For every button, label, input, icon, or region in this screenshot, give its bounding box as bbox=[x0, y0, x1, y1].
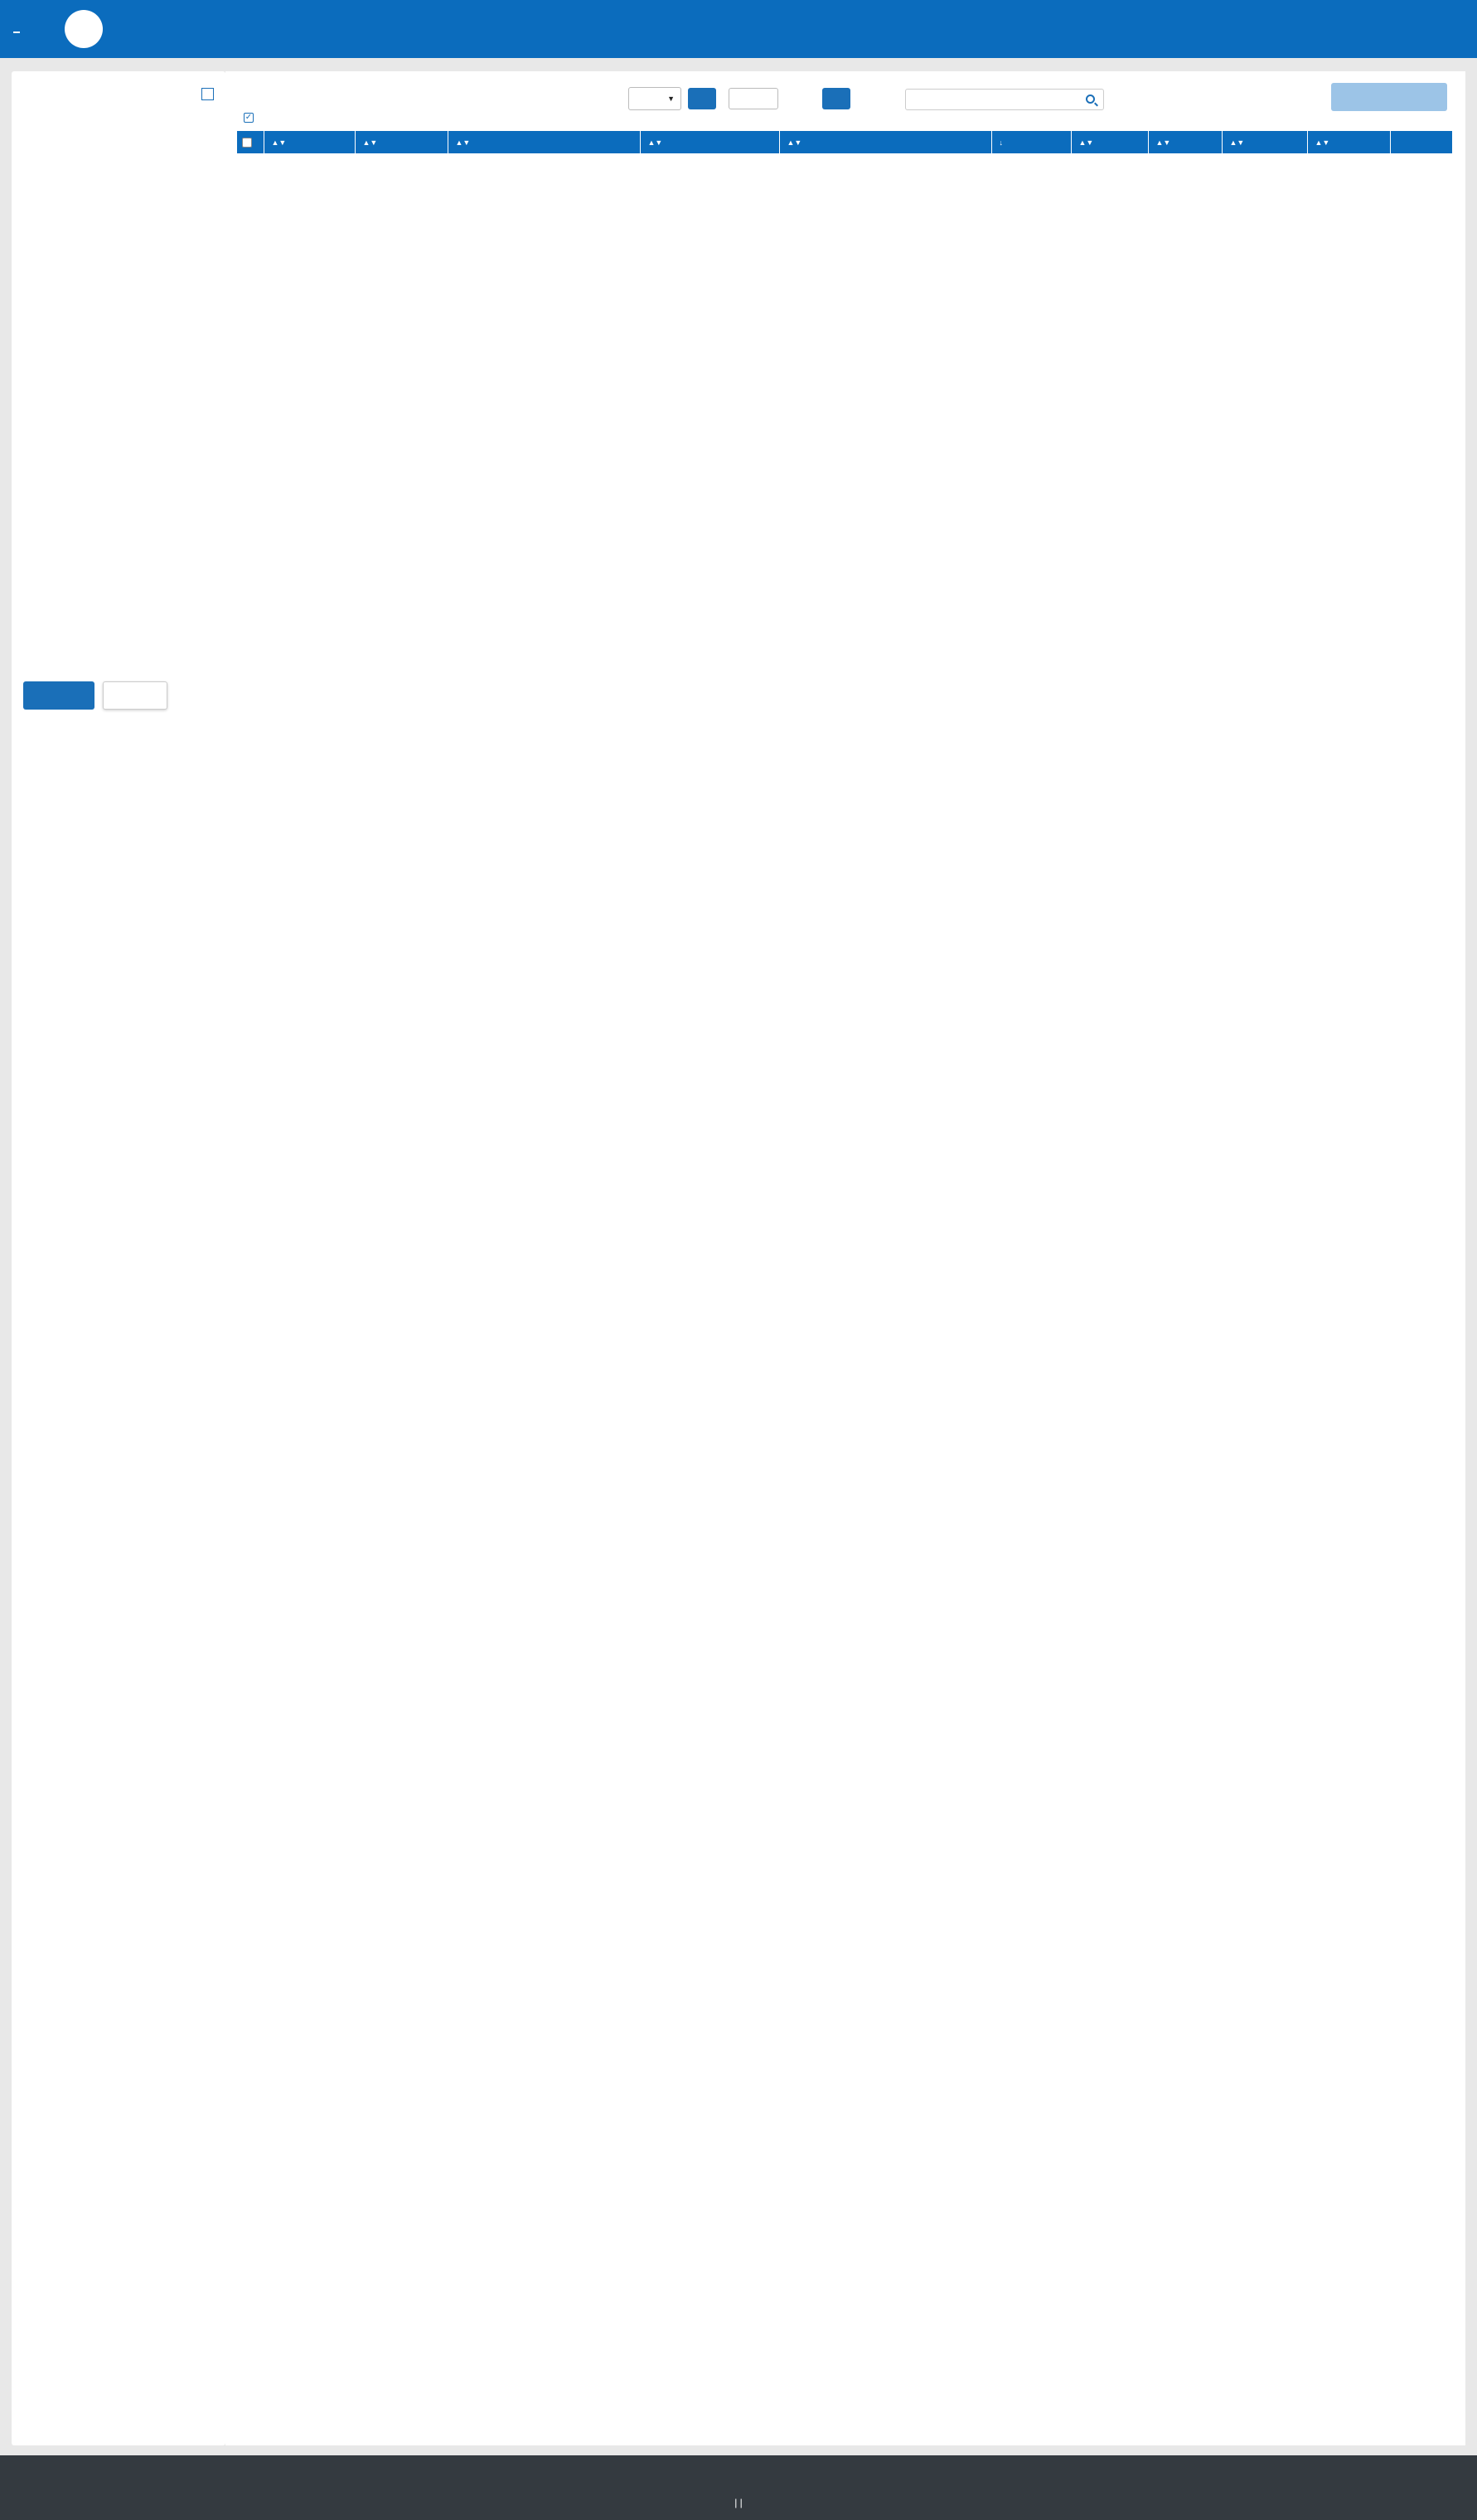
next-page-button[interactable] bbox=[822, 88, 850, 109]
sort-icon[interactable]: ▲▼ bbox=[1155, 138, 1171, 147]
page-number-input[interactable] bbox=[729, 88, 778, 109]
col-street-dir[interactable] bbox=[1148, 131, 1222, 153]
sort-icon[interactable]: ▲▼ bbox=[1078, 138, 1094, 147]
reset-button[interactable] bbox=[103, 681, 167, 710]
search-button[interactable] bbox=[23, 681, 94, 710]
county-logo[interactable] bbox=[13, 10, 103, 48]
col-document-type[interactable] bbox=[640, 131, 779, 153]
footer-links: | | bbox=[734, 2497, 743, 2508]
collapse-icon[interactable] bbox=[201, 88, 214, 100]
logo-disc bbox=[65, 10, 103, 48]
footer bbox=[0, 2455, 1477, 2520]
sort-icon[interactable]: ▲▼ bbox=[787, 138, 802, 147]
zip-download-button[interactable] bbox=[1331, 83, 1447, 111]
sort-icon[interactable]: ▲▼ bbox=[455, 138, 471, 147]
check-icon[interactable]: ✓ bbox=[245, 113, 253, 123]
chevron-down-icon: ▼ bbox=[667, 94, 675, 103]
sort-icon[interactable]: ▲▼ bbox=[362, 138, 378, 147]
sort-icon[interactable]: ▲▼ bbox=[1229, 138, 1245, 147]
search-icon[interactable] bbox=[1086, 94, 1095, 104]
select-all-checkbox[interactable] bbox=[242, 138, 252, 148]
choose-columns[interactable] bbox=[244, 113, 254, 123]
items-per-page-select[interactable] bbox=[628, 87, 681, 110]
col-folio[interactable] bbox=[264, 131, 355, 153]
results-panel bbox=[225, 71, 1465, 2445]
col-street-name[interactable] bbox=[1222, 131, 1307, 153]
logo-text-bottom bbox=[13, 32, 20, 33]
col-house-no[interactable] bbox=[1071, 131, 1148, 153]
col-description[interactable] bbox=[779, 131, 991, 153]
col-facility-name[interactable] bbox=[448, 131, 640, 153]
sort-icon[interactable]: ▲▼ bbox=[1315, 138, 1330, 147]
prev-page-button[interactable] bbox=[688, 88, 716, 109]
top-nav bbox=[1356, 21, 1455, 36]
results-table bbox=[237, 131, 1453, 153]
table-header-row bbox=[237, 131, 1452, 153]
sort-desc-icon[interactable]: ↓ bbox=[999, 138, 1003, 147]
filter-input[interactable] bbox=[905, 89, 1104, 110]
col-case-number[interactable] bbox=[355, 131, 448, 153]
col-date[interactable] bbox=[991, 131, 1071, 153]
sort-icon[interactable]: ▲▼ bbox=[271, 138, 287, 147]
top-banner bbox=[0, 0, 1477, 58]
col-actions bbox=[1390, 131, 1452, 153]
attribute-search-panel bbox=[12, 71, 225, 2445]
sort-icon[interactable]: ▲▼ bbox=[647, 138, 663, 147]
col-street-type[interactable] bbox=[1307, 131, 1390, 153]
select-all-header bbox=[237, 131, 264, 153]
